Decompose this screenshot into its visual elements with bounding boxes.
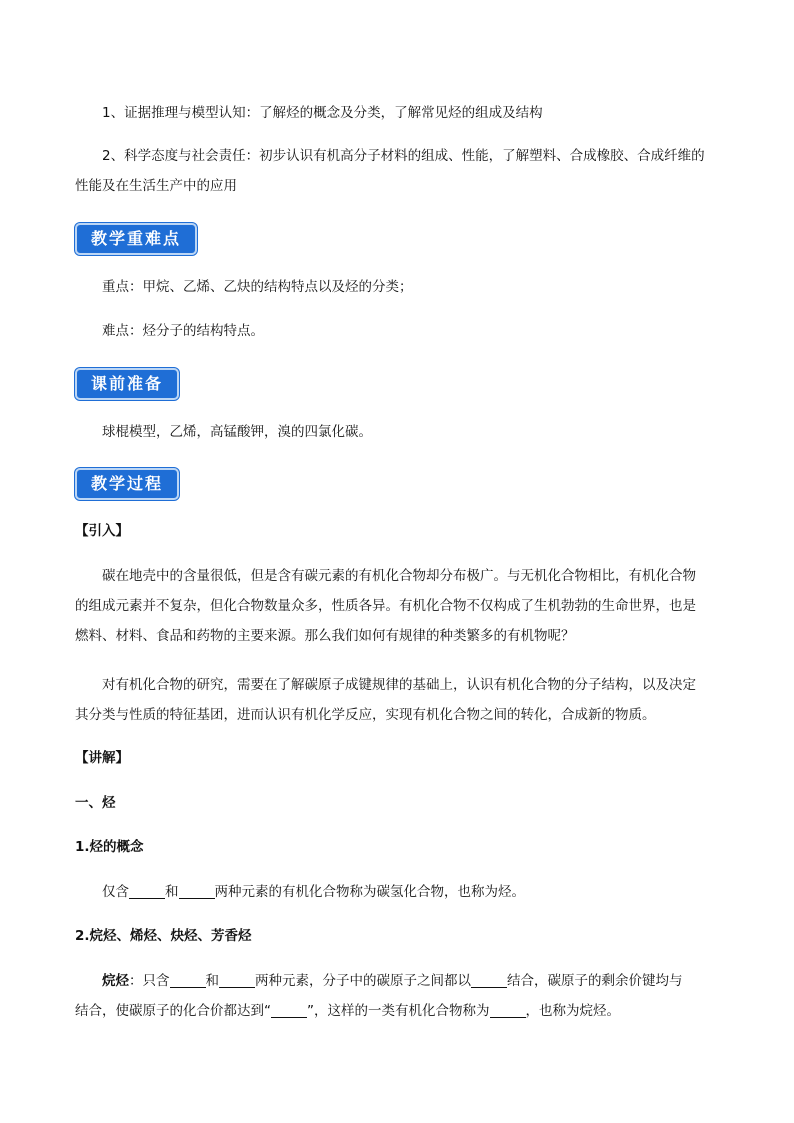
intro-p1-line-1: 碳在地壳中的含量很低，但是含有碳元素的有机化合物却分布极广。与无机化合物相比，有机化合物 [102, 568, 696, 584]
alkane-l2-part-c: ，也称为烷烃。 [525, 1003, 620, 1019]
materials-text: 球棍模型，乙烯，高锰酸钾，溴的四氯化碳。 [102, 424, 372, 440]
alkane-part-a: ：只含 [129, 973, 170, 989]
alkane-line-1 [75, 966, 723, 996]
alkane-line-2 [75, 996, 723, 1026]
alkane-part-d: 结合，碳原子的剩余价键均与 [507, 973, 683, 989]
preparation-badge: 课前准备 [75, 368, 179, 400]
concept-text [75, 877, 723, 907]
alkane-l2-part-a: 结合，使碳原子的化合价都达到“ [75, 1003, 271, 1019]
alkane-part-b: 和 [205, 973, 219, 989]
sub-types-heading: 2.烷烃、烯烃、炔烃、芳香烃 [75, 928, 252, 944]
blank-2[interactable] [179, 884, 215, 899]
objective-1: 1、证据推理与模型认知：了解烃的概念及分类，了解常见烃的组成及结构 [102, 105, 543, 121]
blank-6[interactable] [271, 1003, 307, 1018]
concept-part-b: 和 [165, 884, 179, 900]
intro-p1-line-2: 的组成元素并不复杂，但化合物数量众多，性质各异。有机化合物不仅构成了生机勃勃的生命世界，也是 [75, 598, 696, 614]
lecture-heading: 【讲解】 [75, 750, 129, 766]
blank-5[interactable] [471, 973, 507, 988]
blank-4[interactable] [219, 973, 255, 988]
objective-2-line-2: 性能及在生活生产中的应用 [75, 178, 237, 194]
focus-text: 重点：甲烷、乙烯、乙炔的结构特点以及烃的分类； [102, 279, 413, 295]
section-hydrocarbon: 一、烃 [75, 795, 116, 811]
difficulty-text: 难点：烃分子的结构特点。 [102, 323, 264, 339]
blank-3[interactable] [170, 973, 206, 988]
blank-7[interactable] [490, 1003, 526, 1018]
alkane-l2-part-b: ”，这样的一类有机化合物称为 [307, 1003, 490, 1019]
objective-2-line-1: 2、科学态度与社会责任：初步认识有机高分子材料的组成、性能，了解塑料、合成橡胶、合成纤维的 [102, 148, 705, 164]
key-points-badge: 教学重难点 [75, 223, 197, 255]
alkane-label: 烷烃 [102, 973, 129, 989]
blank-1[interactable] [129, 884, 165, 899]
intro-heading: 【引入】 [75, 523, 129, 539]
sub-concept-heading: 1.烃的概念 [75, 839, 144, 855]
intro-p1-line-3: 燃料、材料、食品和药物的主要来源。那么我们如何有规律的种类繁多的有机物呢？ [75, 628, 575, 644]
intro-p2-line-1: 对有机化合物的研究，需要在了解碳原子成键规律的基础上，认识有机化合物的分子结构，以及决定 [102, 677, 696, 693]
alkane-part-c: 两种元素，分子中的碳原子之间都以 [255, 973, 471, 989]
intro-p2-line-2: 其分类与性质的特征基团，进而认识有机化学反应，实现有机化合物之间的转化，合成新的物质。 [75, 707, 656, 723]
process-badge: 教学过程 [75, 468, 179, 500]
concept-part-c: 两种元素的有机化合物称为碳氢化合物，也称为烃。 [214, 884, 525, 900]
concept-part-a: 仅含 [102, 884, 129, 900]
